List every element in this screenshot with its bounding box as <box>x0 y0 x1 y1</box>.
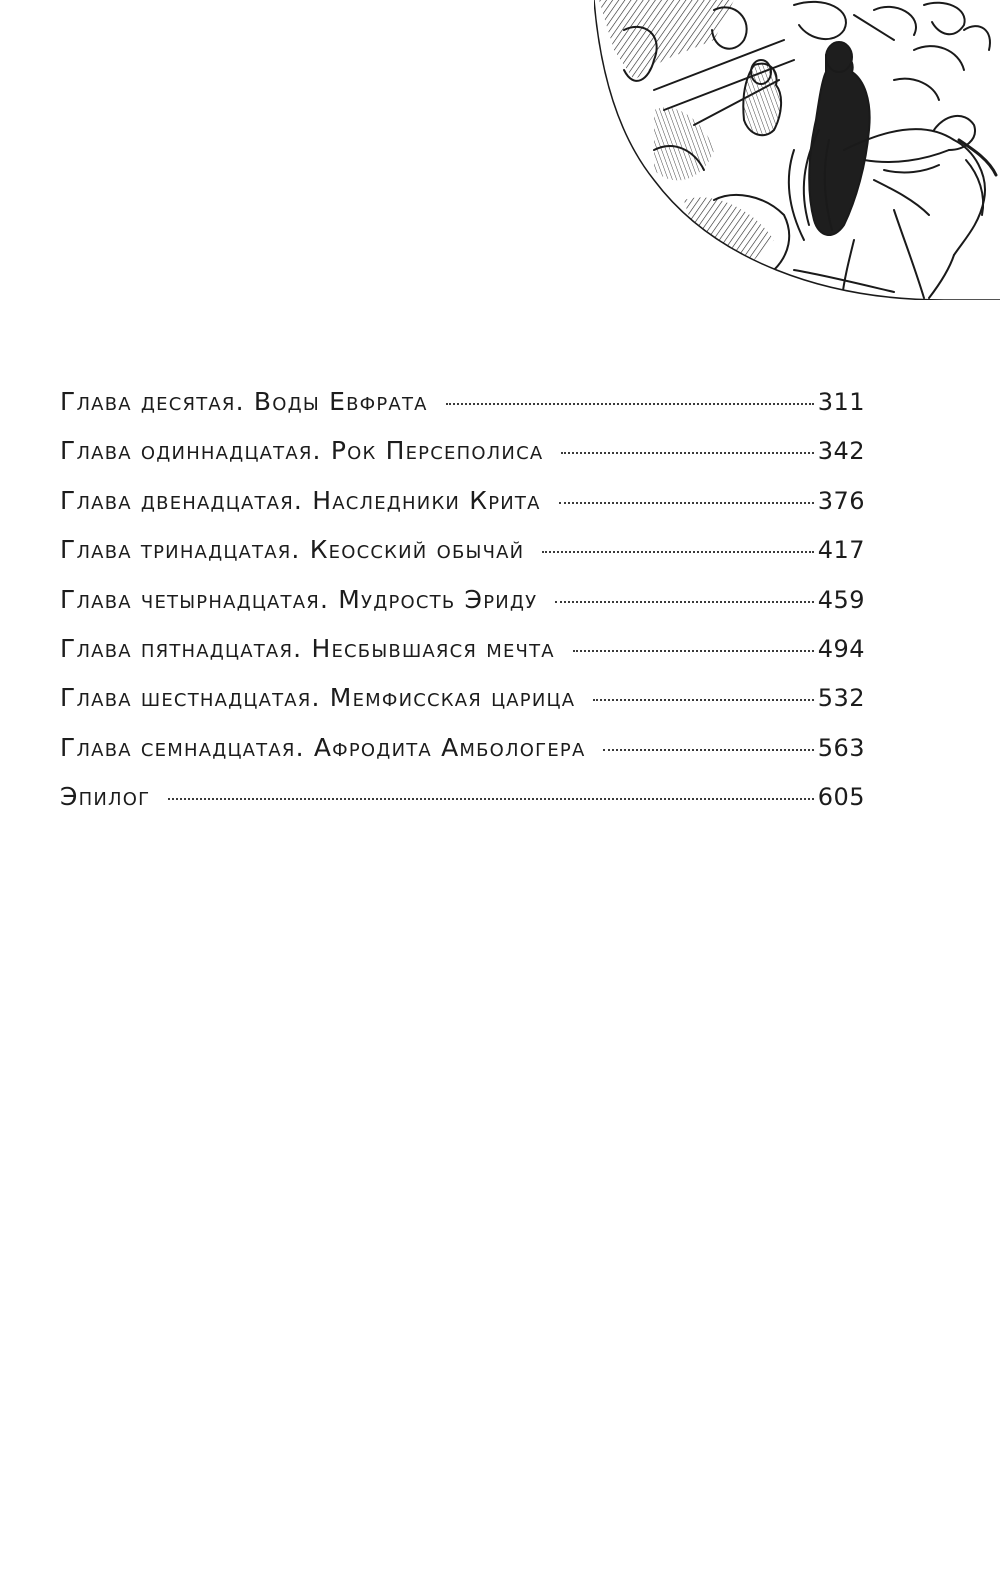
toc-entry[interactable] <box>60 585 865 634</box>
horseman-engraving-icon <box>594 0 1000 300</box>
toc-entry[interactable] <box>60 634 865 683</box>
toc-entry[interactable] <box>60 486 865 535</box>
toc-entry-page: 376 <box>817 486 865 515</box>
toc-entry-title: Глава семнадцатая. Афродита Амбологера <box>60 732 586 762</box>
dot-leader <box>446 403 814 405</box>
toc-entry-page: 311 <box>817 388 865 416</box>
dot-leader <box>561 452 813 454</box>
toc-entry[interactable] <box>60 733 865 782</box>
toc-entry[interactable] <box>60 387 865 436</box>
toc-entry[interactable] <box>60 683 865 732</box>
toc-entry-page: 494 <box>817 634 865 663</box>
dot-leader <box>168 798 813 800</box>
dot-leader <box>542 551 813 553</box>
dot-leader <box>593 699 813 701</box>
toc-entry-page: 342 <box>817 437 865 466</box>
table-of-contents <box>60 387 865 832</box>
toc-entry-page: 605 <box>817 783 865 812</box>
dot-leader <box>555 601 813 603</box>
dot-leader <box>573 650 814 652</box>
toc-entry-epilogue[interactable] <box>60 782 865 831</box>
toc-entry-page: 563 <box>817 733 865 762</box>
toc-entry-page: 459 <box>817 585 865 614</box>
dot-leader <box>603 749 813 751</box>
toc-entry-title: Глава одиннадцатая. Рок Персеполиса <box>60 436 544 466</box>
toc-entry[interactable] <box>60 535 865 584</box>
toc-entry-page: 532 <box>817 684 865 713</box>
dot-leader <box>559 502 814 504</box>
toc-entry-title: Эпилог <box>60 782 151 812</box>
toc-entry-title: Глава десятая. Воды Евфрата <box>60 387 428 416</box>
toc-entry-title: Глава пятнадцатая. Несбывшаяся мечта <box>60 633 555 663</box>
toc-entry-title: Глава четырнадцатая. Мудрость Эриду <box>60 584 538 614</box>
toc-entry[interactable] <box>60 436 865 485</box>
toc-entry-title: Глава тринадцатая. Кеосский обычай <box>60 535 525 565</box>
toc-entry-page: 417 <box>817 536 865 565</box>
toc-entry-title: Глава шестнадцатая. Мемфисская царица <box>60 683 576 713</box>
toc-entry-title: Глава двенадцатая. Наследники Крита <box>60 485 541 515</box>
